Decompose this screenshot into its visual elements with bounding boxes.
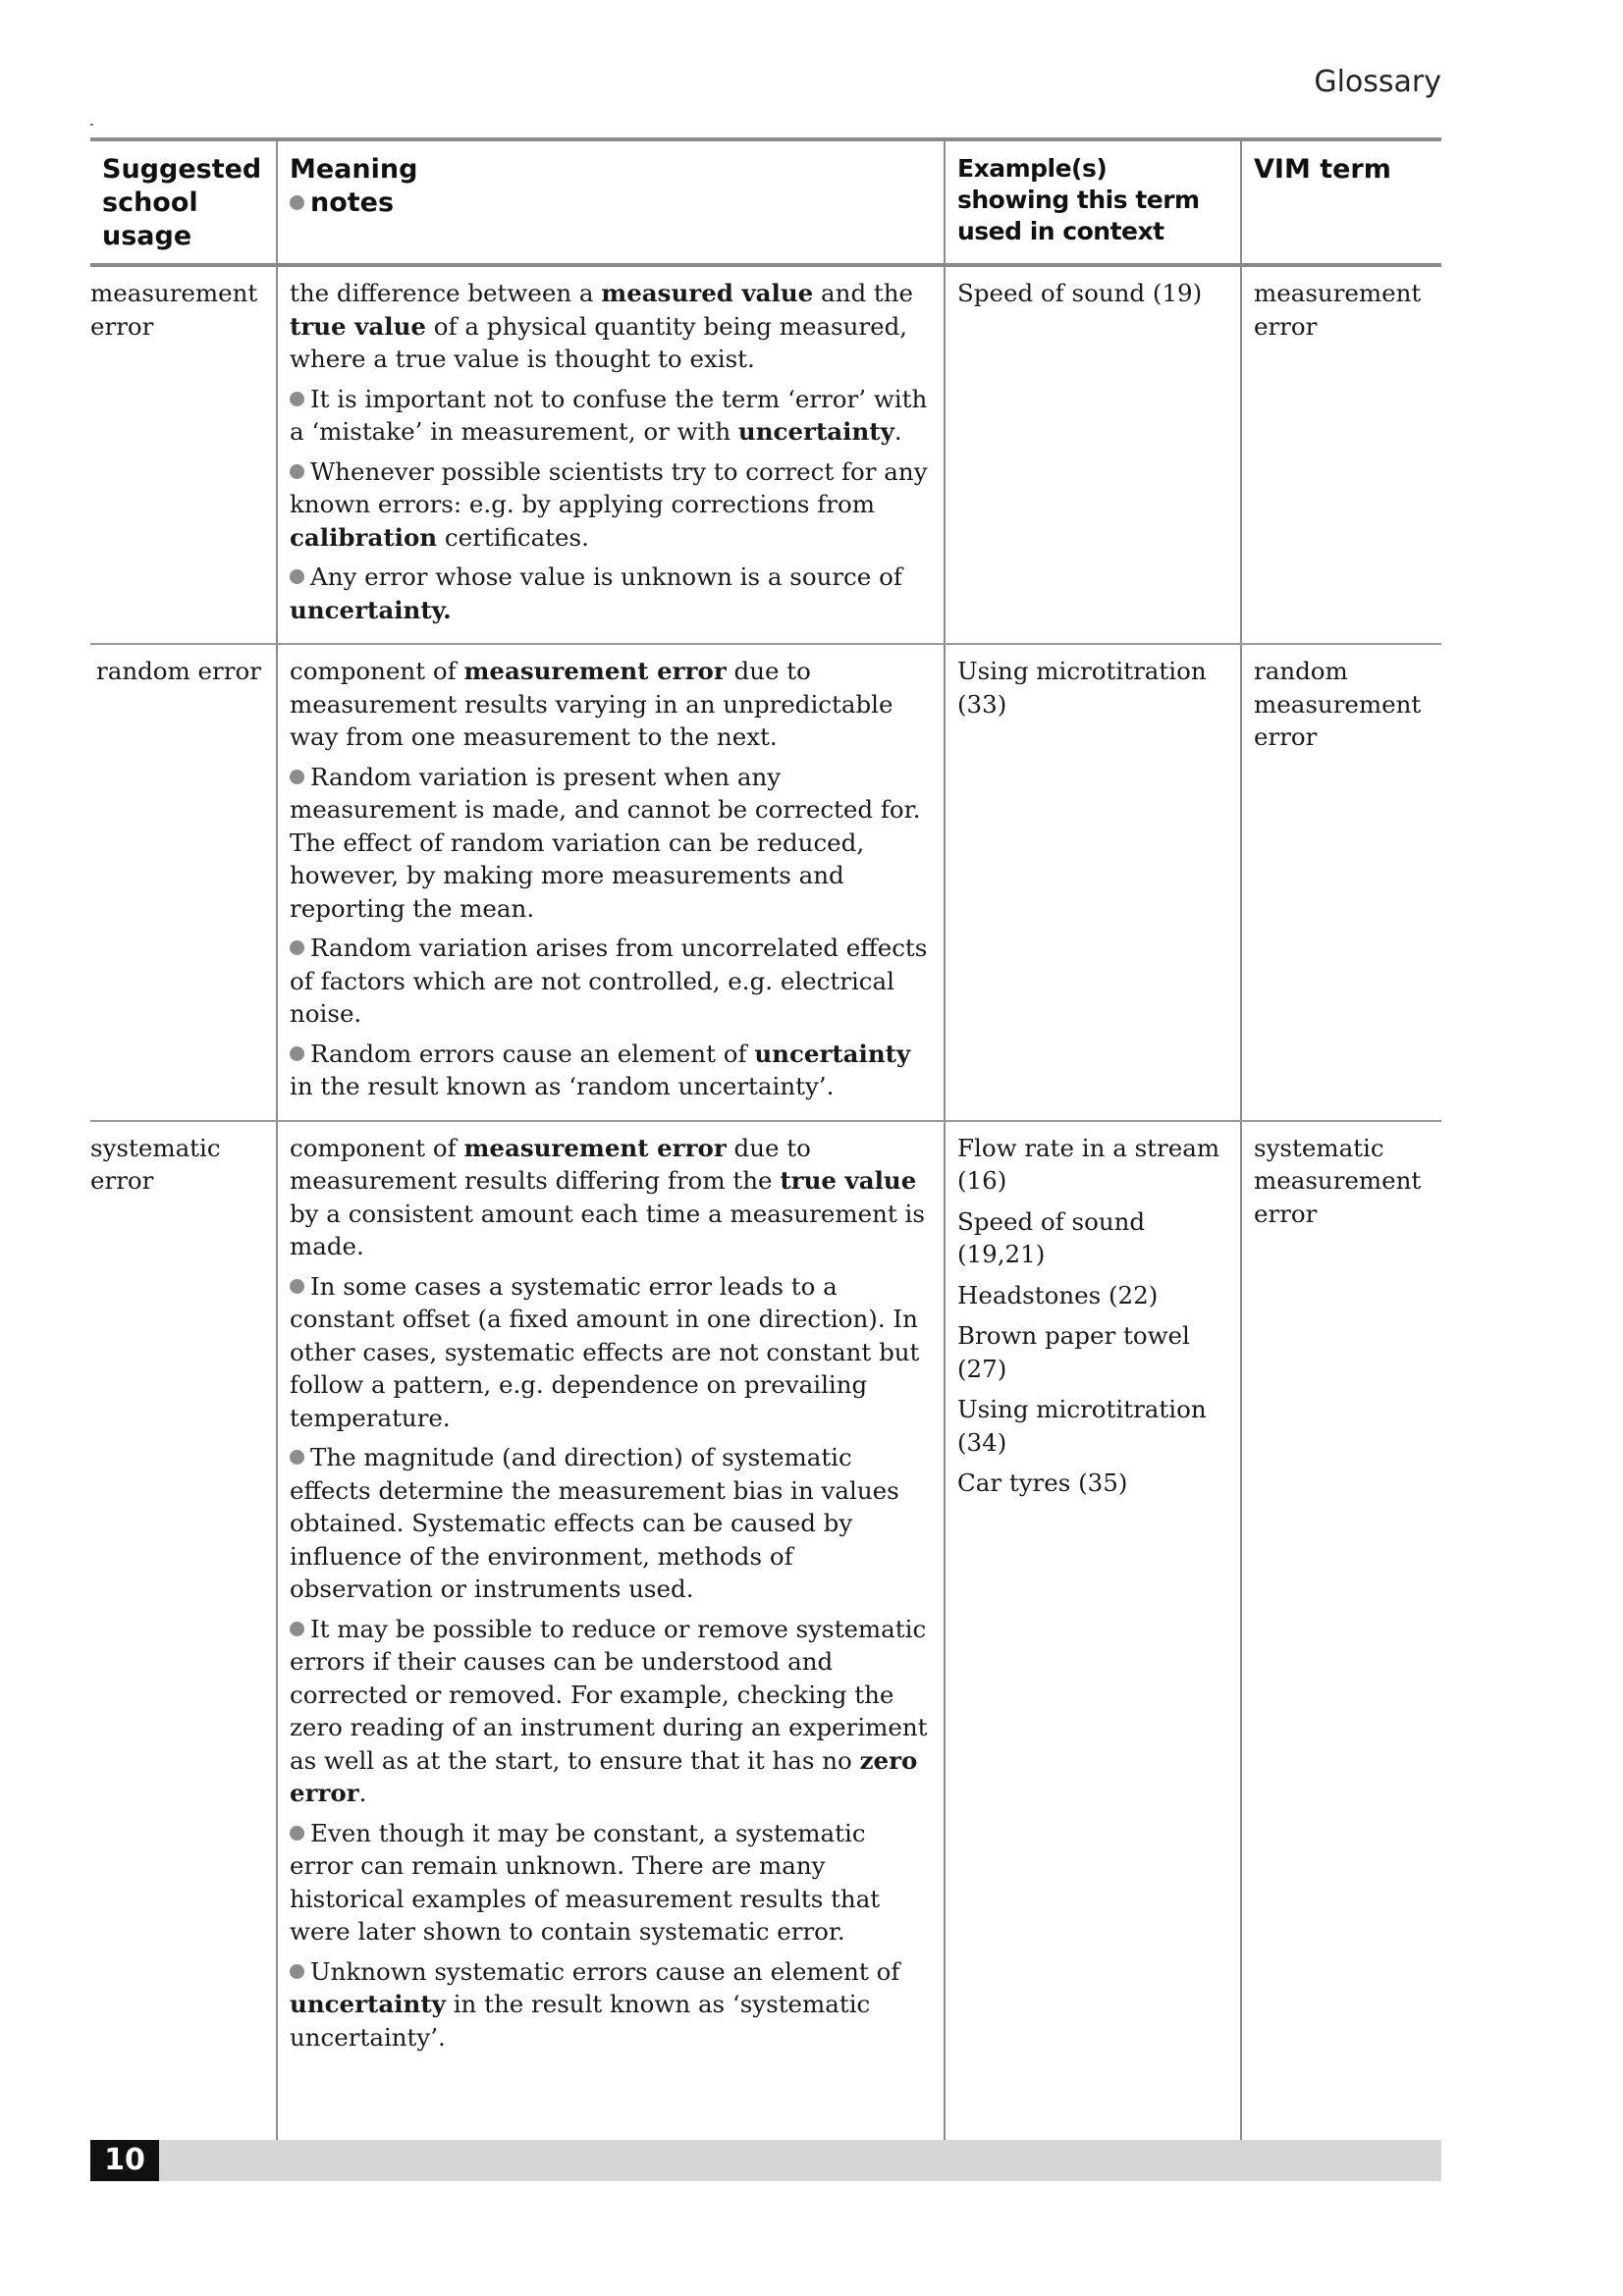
meaning-cell — [277, 265, 945, 644]
table-row — [90, 265, 1441, 644]
example-item: Headstones (22) — [957, 1280, 1159, 1309]
bold-term: measurement error — [463, 1133, 727, 1162]
header-vim-term-label: VIM term — [1254, 154, 1391, 185]
bold-term: measured value — [601, 279, 814, 307]
definition — [290, 655, 934, 754]
page-number: 10 — [90, 2140, 159, 2181]
note — [290, 383, 934, 449]
bold-term: uncertainty — [754, 1039, 911, 1068]
bullet-icon — [290, 569, 304, 584]
text-run: certificates. — [437, 522, 589, 552]
text-run: due to measurement results varying in an unpredictable way from one measurement to the next. — [290, 657, 893, 751]
school-usage-cell: random error — [90, 644, 277, 1121]
vim-term-cell: random measurement error — [1241, 644, 1441, 1121]
text-run: by a consistent amount each time a measurement is made. — [290, 1199, 925, 1260]
text-run: Random errors cause an element of — [310, 1039, 755, 1068]
text-run: . — [893, 417, 902, 446]
header-meaning-line1: Meaning — [290, 154, 418, 185]
text-run: and the — [813, 279, 914, 307]
school-usage-cell: measurement error — [90, 265, 277, 644]
example-item: Speed of sound (19,21) — [957, 1206, 1146, 1268]
bullet-icon — [290, 195, 304, 210]
text-run: It is important not to confuse the term ‘error’ with a ‘mistake’ in measurement, or with — [290, 384, 928, 446]
note — [290, 1817, 934, 1949]
bullet-icon — [290, 392, 304, 406]
definition — [290, 1132, 934, 1263]
meaning-cell — [277, 644, 945, 1121]
text-run: component of — [290, 1133, 464, 1162]
header-school-usage — [90, 139, 277, 265]
bullet-icon — [290, 1964, 304, 1979]
bullet-icon — [290, 940, 304, 955]
header-examples-line2: showing this term — [957, 186, 1200, 214]
text-run: the difference between a — [290, 279, 602, 307]
note — [290, 1038, 934, 1103]
note — [290, 1955, 934, 2055]
example-item: Car tyres (35) — [957, 1468, 1128, 1497]
text-run: Random variation is present when any measurement is made, and cannot be corrected for. The effect of random variation can be reduced, however, by making more measurements and reporting the mean. — [290, 762, 921, 923]
example-item: Using microtitration (33) — [957, 657, 1207, 719]
example-item: Brown paper towel (27) — [957, 1321, 1190, 1383]
table-header-row — [90, 139, 1441, 265]
text-run: Random variation arises from uncorrelated effects of factors which are not controlled, e.g. electrical noise. — [290, 934, 928, 1028]
bullet-icon — [290, 770, 304, 784]
bold-term: true value — [290, 311, 426, 341]
bold-term: uncertainty. — [290, 595, 452, 624]
bullet-icon — [290, 1046, 304, 1061]
meaning-cell — [277, 1121, 945, 2153]
header-examples-line1: Example(s) — [957, 154, 1108, 183]
header-examples-line3: used in context — [957, 217, 1164, 245]
example-item: Speed of sound (19) — [957, 279, 1203, 307]
header-school-usage-line2: school usage — [102, 187, 198, 251]
table-row — [90, 644, 1441, 1121]
text-run: In some cases a systematic error leads to a constant offset (a fixed amount in one direction). In other cases, systematic effects are not constant but follow a pattern, e.g. dependence on prevailing temperature. — [290, 1271, 920, 1432]
header-meaning — [277, 139, 945, 265]
bold-term: measurement error — [463, 657, 727, 685]
bullet-icon — [290, 1450, 304, 1465]
bullet-icon — [290, 1622, 304, 1636]
note — [290, 761, 934, 926]
footer-bar — [90, 2140, 1441, 2181]
text-run: It may be possible to reduce or remove systematic errors if their causes can be understood and corrected or removed. For example, checking the zero reading of an instrument during an experiment as well as at the start, to ensure that it has no — [290, 1614, 928, 1775]
bullet-icon — [290, 464, 304, 479]
bullet-icon — [290, 1826, 304, 1841]
examples-cell — [945, 1121, 1241, 2153]
note — [290, 561, 934, 626]
example-item: Using microtitration (34) — [957, 1395, 1207, 1457]
text-run: Whenever possible scientists try to correct for any known errors: e.g. by applying corrections from — [290, 456, 928, 518]
text-run: The magnitude (and direction) of systematic effects determine the measurement bias in values obtained. Systematic effects can be caused by influence of the environment, methods of observation or instruments used. — [290, 1443, 899, 1603]
table-row — [90, 1121, 1441, 2153]
bold-term: uncertainty — [737, 417, 894, 446]
text-run: . — [358, 1779, 367, 1807]
note — [290, 1441, 934, 1606]
bold-term: zero error — [290, 1745, 918, 1807]
margin-mark — [90, 124, 93, 126]
examples-cell — [945, 644, 1241, 1121]
note — [290, 455, 934, 555]
text-run: of a physical quantity being measured, where a true value is thought to exist. — [290, 311, 908, 373]
text-run: in the result known as ‘random uncertainty’. — [290, 1072, 835, 1100]
text-run: Any error whose value is unknown is a source of — [310, 562, 902, 591]
header-school-usage-line1: Suggested — [102, 154, 262, 185]
definition — [290, 277, 934, 376]
note — [290, 1613, 934, 1810]
examples-cell — [945, 265, 1241, 644]
school-usage-cell: systematic error — [90, 1133, 221, 1195]
header-meaning-line2: notes — [310, 187, 395, 218]
bold-term: uncertainty — [290, 1990, 446, 2018]
bold-term: calibration — [290, 522, 438, 552]
note — [290, 932, 934, 1031]
note — [290, 1270, 934, 1435]
bold-term: true value — [780, 1166, 917, 1195]
text-run: in the result known as ‘systematic uncertainty’. — [290, 1990, 871, 2052]
example-item: Flow rate in a stream (16) — [957, 1133, 1220, 1195]
section-title: Glossary — [1314, 65, 1441, 99]
glossary-body — [90, 265, 1441, 2153]
text-run: component of — [290, 657, 464, 685]
text-run: Unknown systematic errors cause an element of — [310, 1956, 900, 1986]
header-examples — [945, 139, 1241, 265]
glossary-table — [90, 137, 1441, 2153]
bullet-icon — [290, 1279, 304, 1294]
vim-term-cell: systematic measurement error — [1241, 1121, 1441, 2153]
text-run: Even though it may be constant, a systematic error can remain unknown. There are many historical examples of measurement results that were later shown to contain systematic error. — [290, 1818, 881, 1946]
vim-term-cell: measurement error — [1241, 265, 1441, 644]
text-run: due to measurement results differing from the — [290, 1133, 811, 1195]
header-vim-term — [1241, 139, 1441, 265]
